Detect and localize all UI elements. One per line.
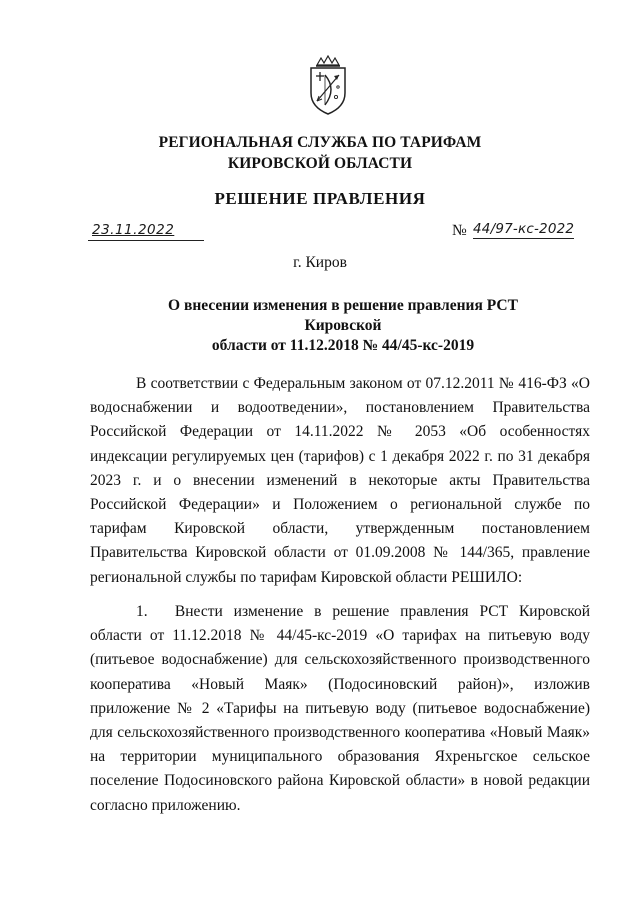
preamble-paragraph: В соответствии с Федеральным законом от 07.12.2011 № 416-ФЗ «О водоснабжении и водоотведении», постановлением Правительства Российской Федерации от 14.11.2022 № 2053 «Об особенностях индексации регулируемых цен (тарифов) с 1 декабря 2022 г. по 31 декабря 2023 г. и о внесении изменений в некоторые акты Правительства Российской Федерации» и Положением о региональной службе по тарифам Кировской области, утвержденным постановлением Правительства Кировской области от 01.09.2008 № 144/365, правление региональной службы по тарифам Кировской области РЕШИЛО: — [90, 375, 590, 586]
decision-subject-line2: области от 11.12.2018 № 44/45-кс-2019 — [211, 337, 475, 354]
decision-subject-line1: О внесении изменения в решение правления РСТ Кировской — [168, 297, 518, 334]
organization-title-line2: КИРОВСКОЙ ОБЛАСТИ — [227, 155, 413, 172]
item-number: 1. — [136, 603, 148, 620]
decision-number-field — [452, 221, 588, 241]
organization-title — [0, 132, 640, 174]
decision-number: 44/97-кс-2022 — [473, 221, 575, 237]
decision-date: 23.11.2022 — [92, 222, 175, 238]
kirov-oblast-coat-of-arms-icon — [303, 55, 353, 117]
decision-date-field — [88, 222, 204, 241]
decision-title: РЕШЕНИЕ ПРАВЛЕНИЯ — [214, 189, 426, 208]
number-sign: № — [452, 222, 467, 239]
organization-title-line1: РЕГИОНАЛЬНАЯ СЛУЖБА ПО ТАРИФАМ — [158, 134, 482, 151]
decision-subject — [128, 296, 558, 356]
decision-item-1 — [90, 600, 590, 818]
city-name: г. Киров — [293, 254, 347, 271]
item-text: Внести изменение в решение правления РСТ Кировской области от 11.12.2018 № 44/45-кс-2019 «О тарифах на питьевую воду (питьевое водоснабжение) для сельскохозяйственного производственного кооператива «Новый Маяк» (Подосиновский район)», изложив приложение № 2 «Тарифы на питьевую воду (питьевое водоснабжение) для сельскохозяйственного производственного кооператива «Новый Маяк» на территории муниципального образования Яхреньгское сельское поселение Подосиновского района Кировской области» в новой редакции согласно приложению. — [90, 603, 591, 814]
